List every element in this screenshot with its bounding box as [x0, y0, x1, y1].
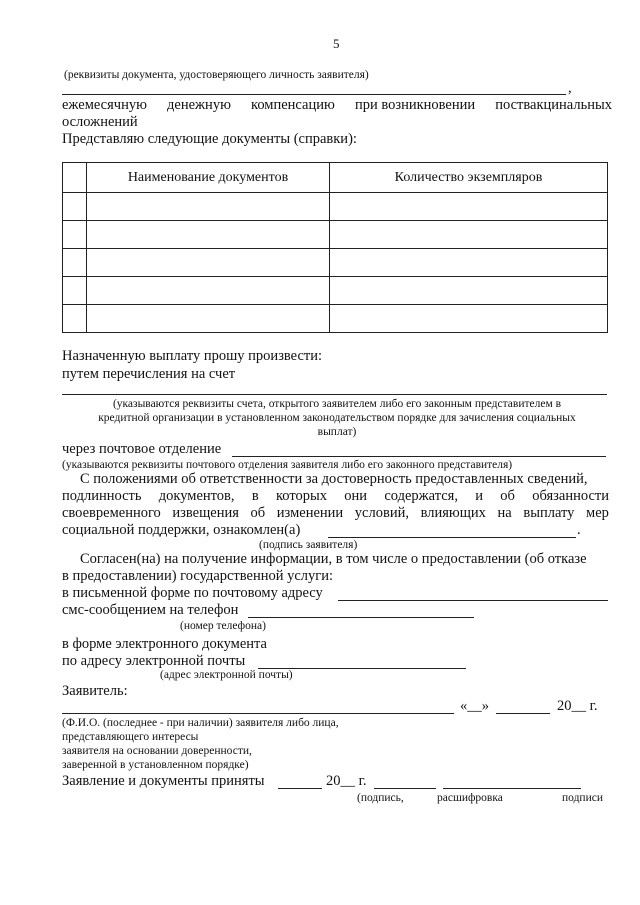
- word: денежную: [167, 97, 231, 113]
- page-number: 5: [333, 36, 340, 51]
- fio-caption: (Ф.И.О. (последнее - при наличии) заявителя либо лица, представляющего интересы заявителя на основании доверенности, заверенной в установленном порядке): [62, 717, 339, 771]
- responsibility-line-2: [62, 488, 609, 505]
- responsibility-line-3: [62, 505, 609, 522]
- table-cell[interactable]: [63, 249, 87, 277]
- account-line[interactable]: [62, 394, 607, 395]
- bottom-caption-signature: (подпись,: [357, 792, 404, 804]
- table-cell[interactable]: [330, 305, 608, 333]
- applicant-label: Заявитель:: [62, 683, 128, 699]
- table-cell[interactable]: [330, 277, 608, 305]
- acknowledge-period: .: [577, 522, 581, 538]
- word: они: [344, 488, 368, 504]
- table-row[interactable]: [63, 249, 608, 277]
- receiver-name-line[interactable]: [443, 788, 581, 789]
- word: поствакцинальных: [495, 97, 612, 113]
- phone-caption: (номер телефона): [180, 620, 266, 632]
- identity-doc-comma: ,: [568, 80, 572, 96]
- bottom-caption-transcript: расшифровка: [437, 792, 503, 804]
- word: условий,: [354, 505, 409, 521]
- word: документов,: [158, 488, 235, 504]
- by-post-label: через почтовое отделение: [62, 441, 222, 457]
- identity-doc-caption: (реквизиты документа, удостоверяющего личность заявителя): [64, 69, 369, 81]
- responsibility-line-4: социальной поддержки, ознакомлен(а): [62, 522, 301, 538]
- word: которых: [275, 488, 327, 504]
- table-header-row: [63, 163, 608, 193]
- account-caption: (указываются реквизиты счета, открытого заявителем либо его законным представителем в кредитной организации в установленном законодательством порядке для зачисления социальных выплат): [98, 398, 576, 438]
- accepted-year: 20__ г.: [326, 773, 367, 789]
- word: выплату: [523, 505, 575, 521]
- word: об: [500, 488, 515, 504]
- table-header-name: Наименование документов: [87, 163, 330, 193]
- table-header-num: [63, 163, 87, 193]
- table-cell[interactable]: [87, 193, 330, 221]
- word: извещения: [172, 505, 239, 521]
- table-cell[interactable]: [63, 193, 87, 221]
- consent-line-2: в предоставлении) государственной услуги:: [62, 568, 334, 584]
- identity-doc-line[interactable]: [62, 94, 566, 95]
- electronic-form-label: в форме электронного документа: [62, 636, 267, 652]
- word: мер: [586, 505, 609, 521]
- word: на: [497, 505, 512, 521]
- documents-table: [62, 162, 608, 333]
- payment-intro: Назначенную выплату прошу произвести:: [62, 348, 323, 364]
- table-cell[interactable]: [330, 221, 608, 249]
- acknowledge-signature-line[interactable]: [328, 537, 576, 538]
- applicant-name-line[interactable]: [62, 713, 454, 714]
- applicant-date-day: «__»: [460, 698, 489, 714]
- applicant-date-month-line[interactable]: [496, 713, 550, 714]
- table-cell[interactable]: [63, 305, 87, 333]
- responsibility-line-1: С положениями об ответственности за достоверность предоставленных сведений,: [80, 471, 588, 487]
- by-account-label: путем перечисления на счет: [62, 366, 236, 382]
- word: подлинность: [62, 488, 142, 504]
- bottom-caption-of-signature: подписи: [562, 792, 603, 804]
- phone-line[interactable]: [248, 617, 474, 618]
- table-row[interactable]: [63, 305, 608, 333]
- word: компенсацию: [251, 97, 335, 113]
- table-cell[interactable]: [63, 221, 87, 249]
- table-row[interactable]: [63, 193, 608, 221]
- accepted-day-line[interactable]: [278, 788, 322, 789]
- documents-intro: Представляю следующие документы (справки):: [62, 131, 357, 147]
- table-cell[interactable]: [330, 249, 608, 277]
- table-cell[interactable]: [87, 305, 330, 333]
- word: своевременного: [62, 505, 161, 521]
- word: обязанности: [532, 488, 609, 504]
- table-row[interactable]: [63, 221, 608, 249]
- table-header-count: Количество экземпляров: [330, 163, 608, 193]
- table-cell[interactable]: [330, 193, 608, 221]
- table-cell[interactable]: [63, 277, 87, 305]
- by-sms-label: смс-сообщением на телефон: [62, 602, 239, 618]
- signature-caption: (подпись заявителя): [259, 539, 358, 551]
- compensation-line-2: осложнений: [62, 114, 138, 130]
- post-caption: (указываются реквизиты почтового отделения заявителя либо его законного представителя): [62, 459, 513, 471]
- accepted-label: Заявление и документы приняты: [62, 773, 265, 789]
- email-caption: (адрес электронной почты): [160, 669, 293, 681]
- word: влияющих: [420, 505, 486, 521]
- compensation-line: [62, 97, 612, 114]
- word: при возникновении: [354, 97, 476, 113]
- word: ежемесячную: [62, 97, 147, 113]
- word: об: [250, 505, 266, 521]
- applicant-date-year: 20__ г.: [557, 698, 598, 714]
- mail-address-line[interactable]: [338, 600, 608, 601]
- word: и: [475, 488, 484, 504]
- word: изменении: [276, 505, 344, 521]
- word: в: [251, 488, 259, 504]
- by-mail-label: в письменной форме по почтовому адресу: [62, 585, 323, 601]
- table-cell[interactable]: [87, 221, 330, 249]
- by-email-label: по адресу электронной почты: [62, 653, 246, 669]
- receiver-signature-line[interactable]: [374, 788, 436, 789]
- word: содержатся,: [384, 488, 458, 504]
- consent-line-1: Согласен(на) на получение информации, в том числе о предоставлении (об отказе: [80, 551, 587, 567]
- table-cell[interactable]: [87, 249, 330, 277]
- table-row[interactable]: [63, 277, 608, 305]
- table-cell[interactable]: [87, 277, 330, 305]
- post-line[interactable]: [232, 456, 606, 457]
